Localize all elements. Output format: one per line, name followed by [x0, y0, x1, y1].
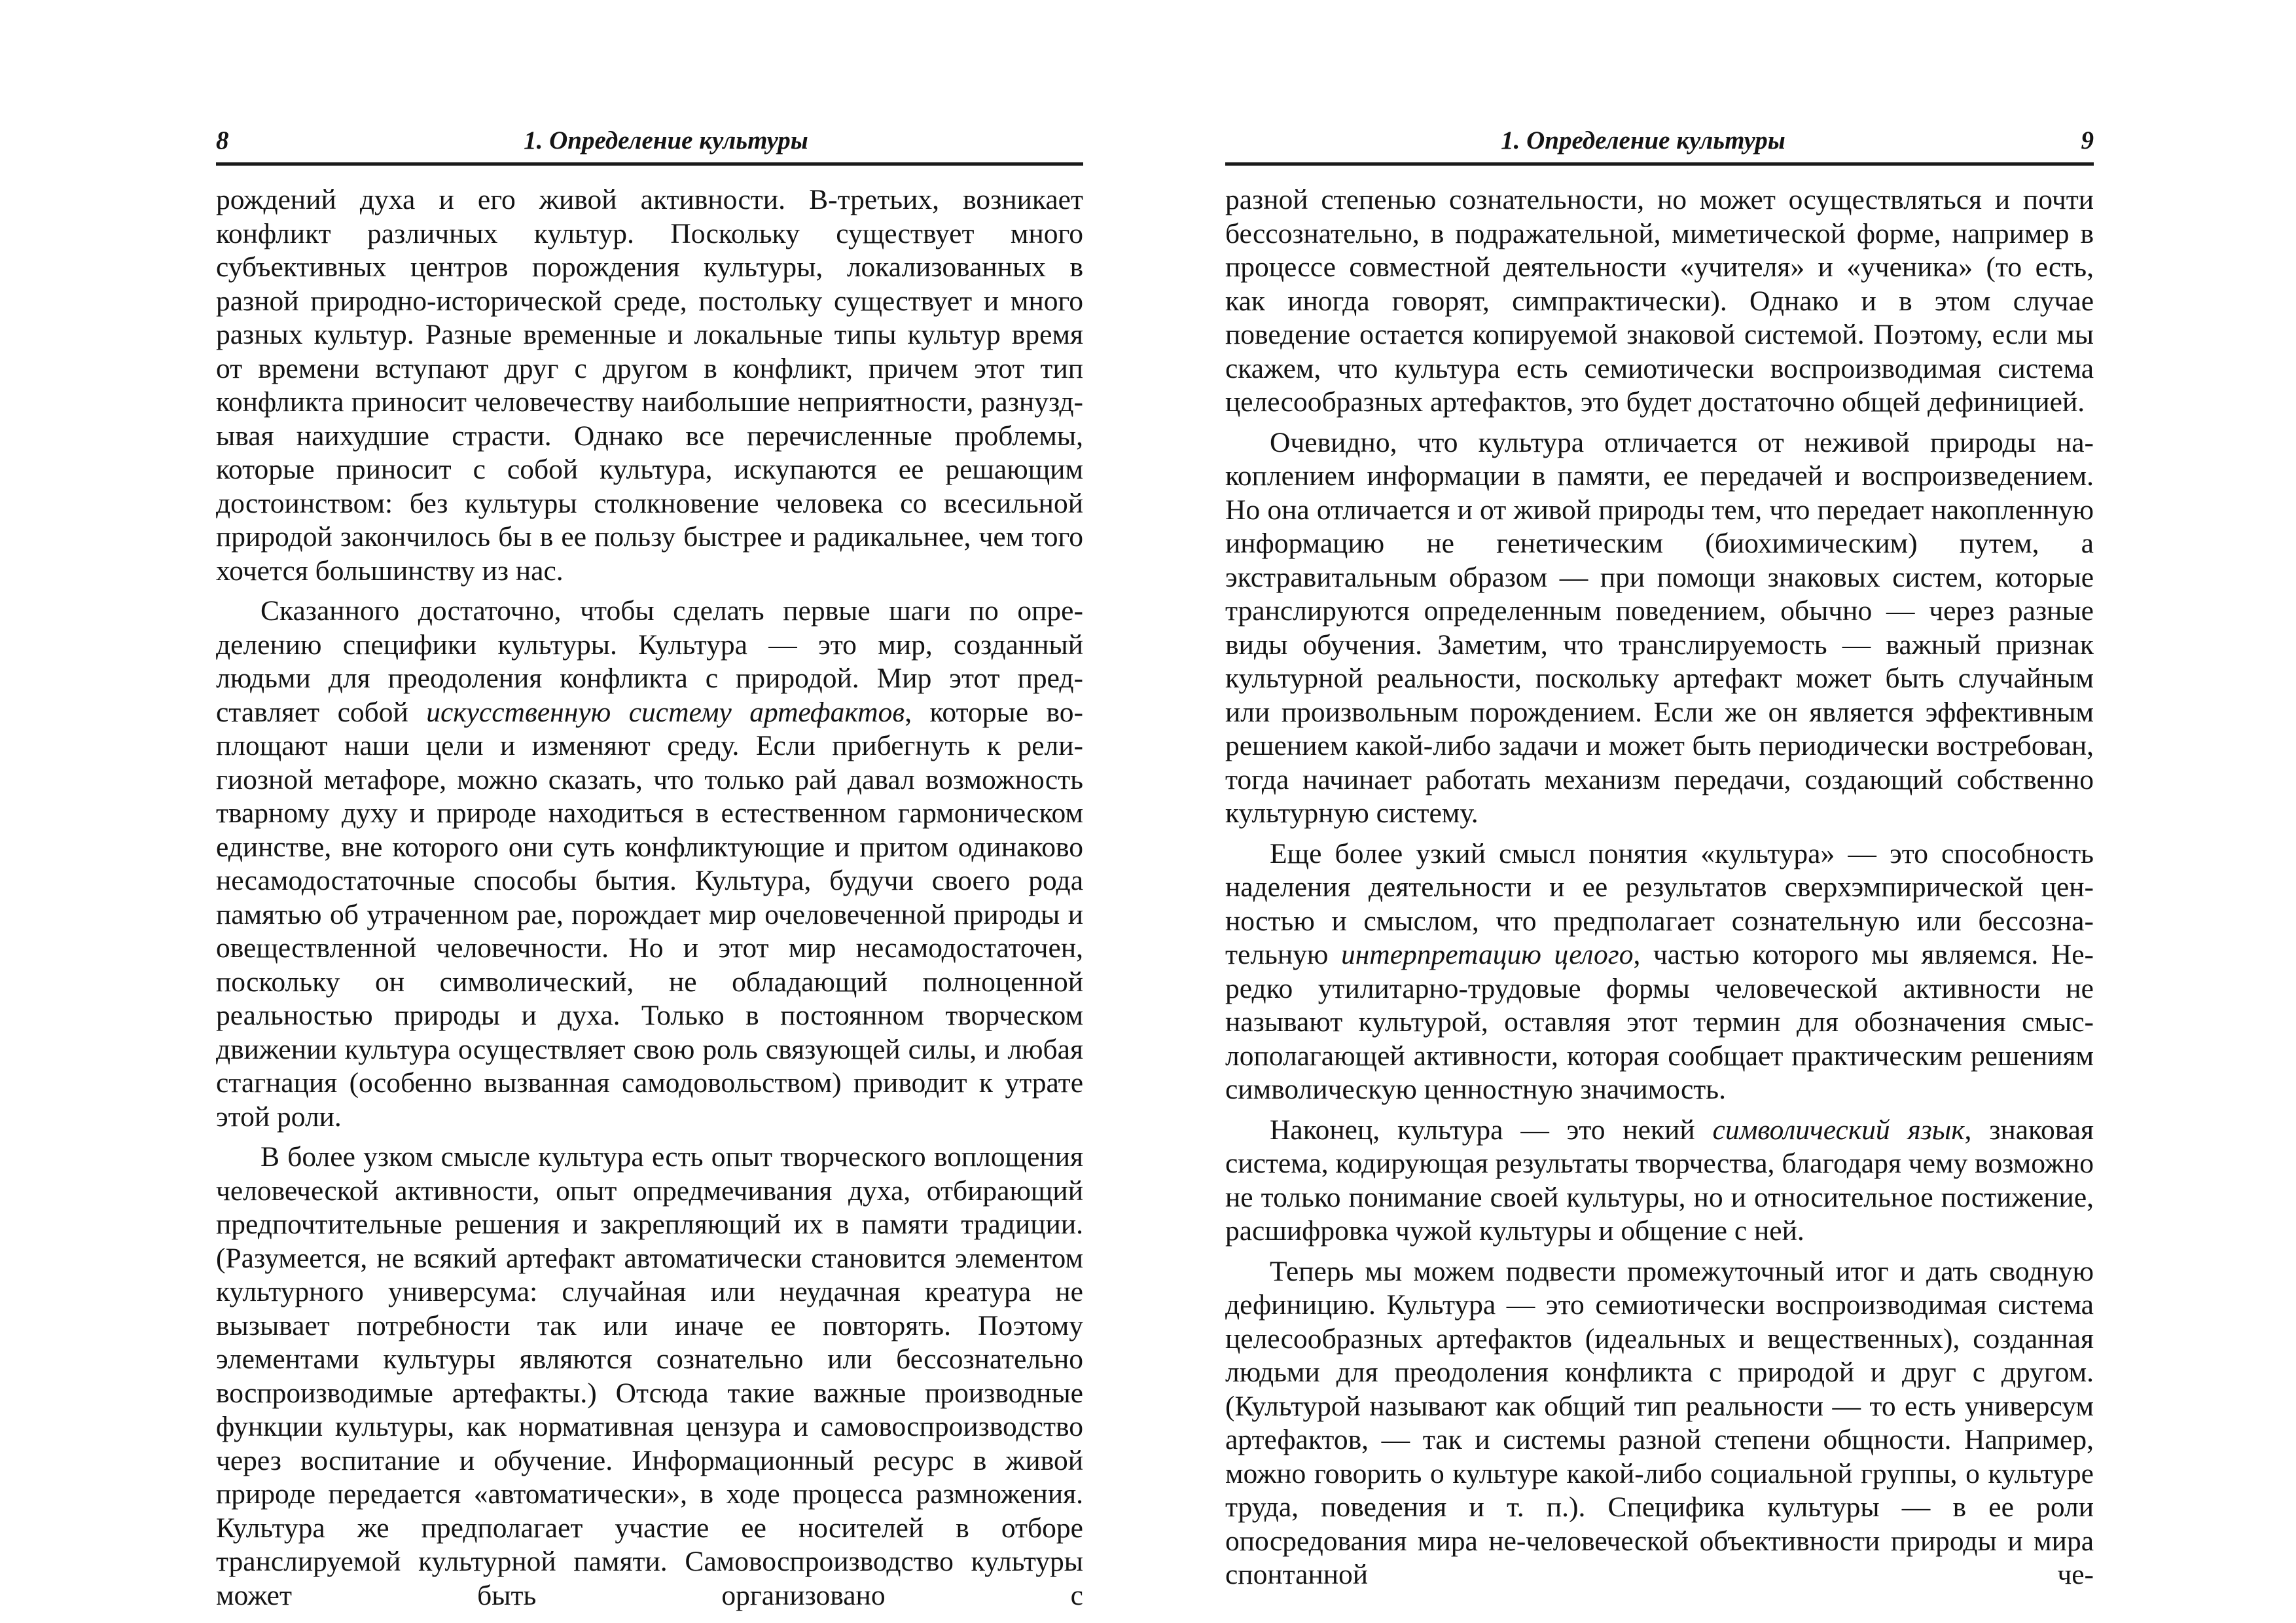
left-running-header [216, 122, 1083, 166]
paragraph-text: разной степенью сознательности, но может осуществляться и почти бессознательно, в подражательной, миметической форме, например в процессе совместной деятельности «учителя» и «ученика» (то есть, как иногда говорят, симпрактически). Однако и в этом случае поведение остается копируемой знаковой системой. Поэтому, если мы скажем, что культура есть семиотически воспроизводимая система целесообразных артефактов, это будет достаточно общей дефиницией. [1225, 184, 2094, 418]
italic-term: символический язык [1712, 1114, 1965, 1146]
paragraph [216, 183, 1083, 588]
italic-term: интерпретацию целого [1340, 939, 1634, 970]
left-page-number: 8 [216, 126, 229, 155]
left-running-head-title: 1. Определение культуры [524, 126, 808, 155]
paragraph-text: , знаковая система, кодирующая результаты творчества, благодаря чему возможно не только понимание своей культуры, но и относительное постижение, расшифровка чужой культуры и общение с ней. [1225, 1114, 2094, 1247]
paragraph-text: Теперь мы можем подвести промежуточный итог и дать сводную дефиницию. Культура — это семиотически воспроизводимая система целесообразных артефактов (идеальных и вещественных), созданная людьми для преодоления конфликта с природой и друг с другом. (Культурой называют как общий тип реальности — то есть универсум артефактов, — так и системы разной степени общности. Например, можно говорить о культуре какой-либо социальной группы, о культуре труда, поведения и т. п.). Специфика культуры — в ее роли опосредования мира не-человеческой объективности природы и мира спонтанной че- [1225, 1255, 2094, 1590]
paragraph-text: , частью которого мы являемся. Нередко утилитарно-трудовые формы человеческой активности не называют культурой, оставляя этот термин для обозначения смыслополагающей активности, которая сообщает практическим решениям символическую ценностную значимость. [1225, 939, 2094, 1105]
right-page-number: 9 [2081, 126, 2094, 155]
paragraph-text: , которые воплощают наши цели и изменяют среду. Если прибегнуть к религиозной метафоре, можно сказать, что только рай давал возможность тварному духу и природе находиться в естественном гармоническом единстве, вне которого они суть конфликтующие и притом одинаково несамодостаточные способы бытия. Культура, будучи своего рода памятью об утраченном рае, порождает мир очеловеченной природы и овеществленной человечности. Но и этот мир несамодостаточен, поскольку он символический, не обладающий полноценной реальностью природы и духа. Только в постоянном творческом движении культура осуществляет свою роль связующей силы, и любая стагнация (особенно вызванная самодовольством) приводит к утрате этой роли. [216, 696, 1083, 1133]
paragraph [1225, 1114, 2094, 1249]
right-page [1225, 0, 2094, 1623]
right-running-header [1225, 122, 2094, 166]
paragraph [1225, 837, 2094, 1107]
paragraph [216, 594, 1083, 1134]
paragraph [1225, 1255, 2094, 1592]
left-body-text [216, 183, 1083, 1613]
paragraph-text: Наконец, культура — это некий [1270, 1114, 1713, 1146]
paragraph-text: Сказанного достаточно, чтобы сделать первые шаги по определению специфики культуры. Культура — это мир, созданный людьми для преодоления конфликта с природой. Мир этот представляет собой [216, 595, 1083, 728]
paragraph-text: В более узком смысле культура есть опыт творческого воплощения человеческой активности, опыт опредмечивания духа, отбирающий предпочтительные решения и закрепляющий их в памяти традиции. (Разумеется, не всякий артефакт автоматически становится элементом культурного универсума: случайная или неудачная креатура не вызывает потребности так или иначе ее повторять. Поэтому элементами культуры являются сознательно или бессознательно воспроизводимые артефакты.) Отсюда такие важные производные функции культуры, как нормативная цензура и самовоспроизводство через воспитание и обучение. Информационный ресурс в живой природе передается «автоматически», в ходе процесса размножения. Культура же предполагает участие ее носителей в отборе транслируемой культурной памяти. Самовоспроизводство культуры может быть организовано с [216, 1141, 1083, 1611]
paragraph [1225, 183, 2094, 420]
left-page [216, 0, 1083, 1623]
paragraph-text: рождений духа и его живой активности. В-третьих, возникает конфликт различных культур. Поскольку существует много субъективных центров порождения культуры, локализованных в разной природно-исторической среде, постольку существует и много разных культур. Разные временные и локальные типы культур время от времени вступают друг с другом в конфликт, причем этот тип конфликта приносит человечеству наибольшие неприятности, разнуздывая наихудшие страсти. Однако все перечисленные проблемы, которые приносит с собой культура, искупаются ее решающим достоинством: без культуры столкновение человека со всесильной природой закончилось бы в ее пользу быстрее и радикальнее, чем того хочется большинству из нас. [216, 184, 1083, 587]
paragraph-text: Еще более узкий смысл понятия «культура» — это способность наделения деятельности и ее результатов сверхэмпирической ценностью и смыслом, что предполагает сознательную или бессознательную [1225, 837, 2094, 970]
right-running-head-title: 1. Определение культуры [1501, 126, 1785, 155]
paragraph [1225, 426, 2094, 831]
italic-term: искусственную систему артефактов [426, 696, 905, 728]
right-body-text [1225, 183, 2094, 1592]
paragraph [216, 1140, 1083, 1613]
paragraph-text: Очевидно, что культура отличается от неживой природы накоплением информации в памяти, ее передачей и воспроизведением. Но она отличается и от живой природы тем, что передает накопленную информацию не генетическим (биохимическим) путем, а экстравитальным образом — при помощи знаковых систем, которые транслируются определенным поведением, обычно — через разные виды обучения. Заметим, что транслируемость — важный признак культурной реальности, поскольку артефакт может быть случайным или произвольным порождением. Если же он является эффективным решением какой-либо задачи и может быть периодически востребован, тогда начинает работать механизм передачи, создающий собственно культурную систему. [1225, 426, 2094, 829]
